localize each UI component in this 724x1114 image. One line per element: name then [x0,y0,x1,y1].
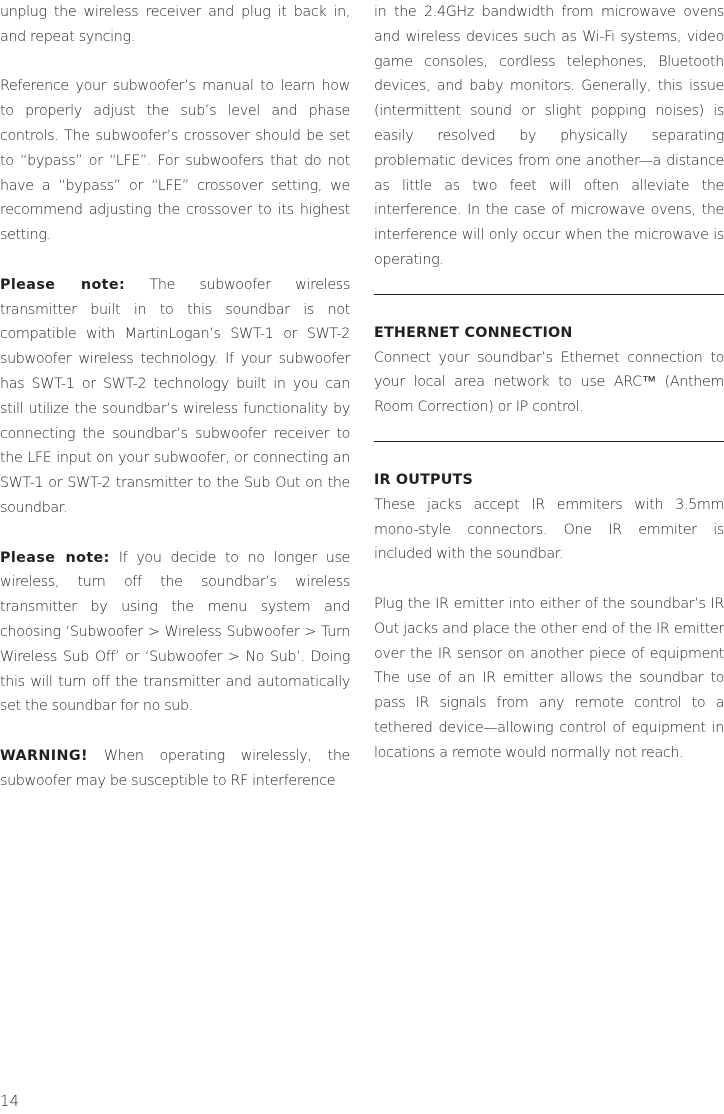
paragraph-subwoofer-settings: Reference your subwoofer’s manual to learn how to properly adjust the sub’s level and phase controls. The subwoofer’s crossover should be set to “bypass” or “LFE”. For subwoofers that do not have a “bypass” or “LFE” crossover setting, we recommend adjusting the crossover to its highest setting. [0,78,350,244]
note-swt-compatibility [0,273,350,521]
paragraph-resync: unplug the wireless receiver and plug it back in, and repeat syncing. [0,4,350,45]
paragraph-ethernet: Connect your soundbar’s Ethernet connection to your local area network to use ARC™ (Anthem Room Correction) or IP control. [374,349,724,416]
note-lead: Please note: [0,549,110,566]
paragraph-ir-emitter: Plug the IR emitter into either of the soundbar’s IR Out jacks and place the other end of the IR emitter over the IR sensor on another piece of equipment The use of an IR emitter allows the soundbar to pass IR signals from any remote control to a tethered device—allowing control of equipment in locations a remote would normally not reach. [374,595,724,761]
section-divider [374,294,724,295]
section-divider [374,441,724,442]
warning-rf-interference [0,744,350,794]
paragraph-ir-jacks: These jacks accept IR emmiters with 3.5mm mono-style connectors. One IR emmiter is included with the soundbar. [374,496,724,563]
note-disable-wireless [0,546,350,720]
warning-body: When operating wirelessly, the subwoofer may be susceptible to RF interference [0,747,350,789]
section-heading-ir-outputs: IR OUTPUTS [374,471,473,488]
page-number: 14 [0,1092,20,1110]
section-ir-outputs [374,468,724,766]
warning-lead: WARNING! [0,747,88,764]
note-lead: Please note: [0,276,126,293]
section-ethernet [374,321,724,420]
note-body: If you decide to no longer use wireless, turn off the soundbar’s wireless transmitter by using the menu system and choosing ‘Subwoofer > Wireless Subwoofer > Turn Wireless Sub Off’ or ‘Subwoofer > No Sub’. Doing this will turn off the transmitter and automatically set the soundbar for no sub. [0,549,350,715]
left-column [0,0,350,818]
section-heading-ethernet: ETHERNET CONNECTION [374,324,573,341]
paragraph-rf-interference-continued: in the 2.4GHz bandwidth from microwave ovens and wireless devices such as Wi-Fi systems, video game consoles, cordless telephones, Bluetooth devices, and baby monitors. Generally, this issue (intermittent sound or slight popping noises) is easily resolved by physically separating problematic devices from one another—a distance as little as two feet will often alleviate the interference. In the case of microwave ovens, the interference will only occur when the microwave is operating. [374,4,724,268]
note-body: The subwoofer wireless transmitter built in to this soundbar is not compatible with MartinLogan’s SWT-1 or SWT-2 subwoofer wireless technology. If your subwoofer has SWT-1 or SWT-2 technology built in you can still utilize the soundbar’s wireless functionality by connecting the soundbar’s subwoofer receiver to the LFE input on your subwoofer, or connecting an SWT-1 or SWT-2 transmitter to the Sub Out on the soundbar. [0,276,350,516]
right-column [374,0,724,790]
